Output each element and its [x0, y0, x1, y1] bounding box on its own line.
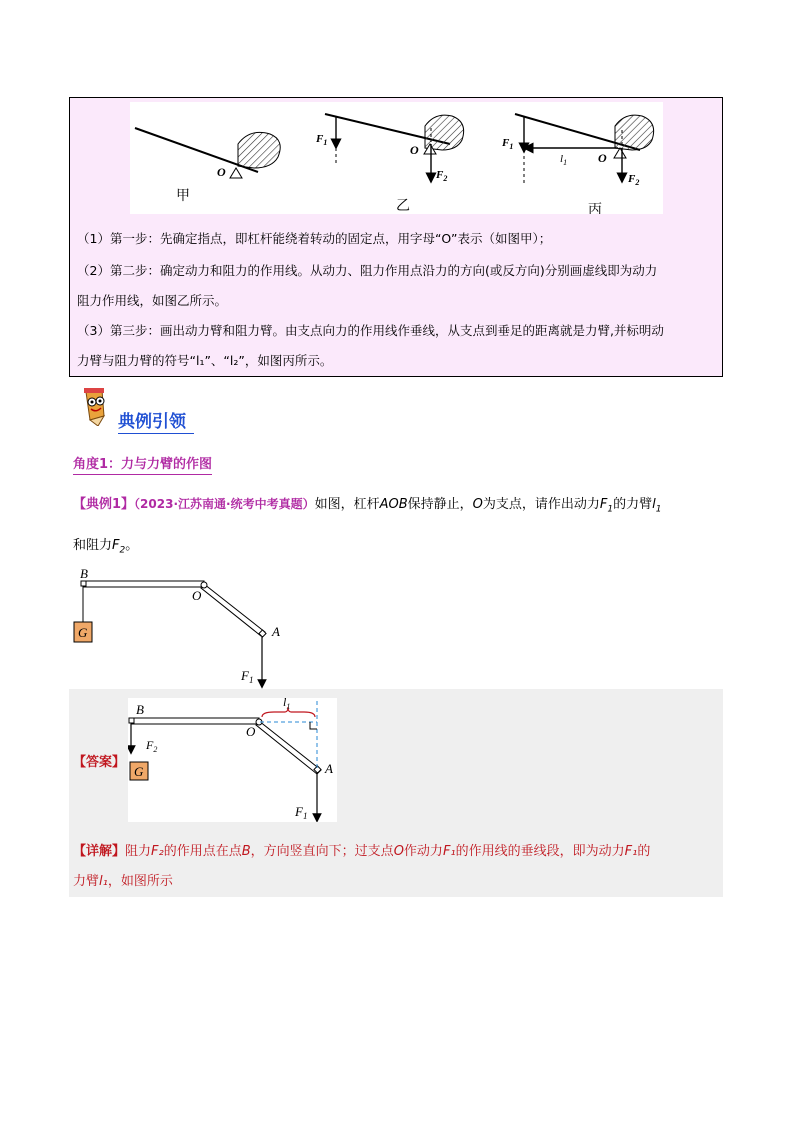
section-heading: 典例引领	[118, 411, 194, 434]
figure-b	[315, 114, 464, 214]
svg-text:l1: $l_1$	[560, 153, 568, 167]
answer-tag: 【答案】	[73, 755, 126, 770]
point-B-label: B	[80, 566, 88, 581]
svg-text:F1: $F_1$	[502, 137, 514, 151]
question-line-1: 【典例1】（2023·江苏南通·统考中考真题）如图，杠杆AOB保持静止，O为支点，请作出动力$F_1$的力臂$l_1$	[73, 497, 662, 515]
answer-lever-svg	[128, 698, 337, 822]
answer-weight-G-label: G	[134, 764, 144, 779]
answer-point-O-label: O	[246, 724, 256, 739]
svg-text:F2: $F_2$	[628, 173, 640, 187]
answer-point-A-label: A	[325, 761, 333, 776]
step-2-text-a: （2）第二步：确定动力和阻力的作用线。从动力、阻力作用点沿力的方向(或反方向)分别画虚线即为动力	[77, 263, 658, 278]
point-A-label: A	[272, 624, 280, 639]
question-line-2: 和阻力$F_2$。	[73, 538, 139, 556]
fig-b-label: 乙	[396, 199, 410, 214]
detail-line-2: 力臂l₁，如图所示	[73, 874, 173, 889]
force-F1-label: $F_1$	[241, 668, 254, 685]
question-tag: 【典例1】	[73, 497, 135, 512]
fig-a-label: 甲	[176, 189, 190, 204]
svg-text:F1: $F_1$	[316, 133, 328, 147]
point-O-label: O	[192, 588, 202, 603]
answer-box	[69, 689, 723, 897]
answer-figure	[128, 698, 337, 822]
answer-point-B-label: B	[136, 702, 144, 717]
answer-F2-label: $F_2$	[146, 738, 158, 754]
pencil-mascot-icon	[76, 386, 112, 430]
detail-tag: 【详解】	[73, 844, 126, 859]
step-1-text: （1）第一步：先确定指点，即杠杆能绕着转动的固定点，用字母“O”表示（如图甲）；	[77, 231, 552, 246]
fig-c-O-label: O	[598, 151, 607, 165]
step-3-text-b: 力臂与阻力臂的符号“l₁”、“l₂”，如图丙所示。	[77, 353, 333, 368]
answer-l1-label: $l_1$	[283, 698, 291, 711]
answer-F1-label: $F_1$	[295, 804, 308, 821]
svg-text:F2: $F_2$	[436, 169, 448, 183]
angle-title: 角度1：力与力臂的作图	[73, 456, 212, 475]
weight-G-label: G	[78, 625, 88, 640]
fig-b-O-label: O	[410, 143, 419, 157]
figure-a	[135, 128, 280, 204]
question-source: （2023·江苏南通·统考中考真题）	[134, 497, 315, 511]
figure-c	[501, 114, 654, 214]
question-lever-svg	[70, 560, 290, 690]
lever-steps-svg	[130, 102, 663, 214]
step-3-text-a: （3）第三步：画出动力臂和阻力臂。由支点向力的作用线作垂线，从支点到垂足的距离就是力臂,并标明动	[77, 323, 664, 338]
step-2-text-b: 阻力作用线，如图乙所示。	[77, 293, 228, 308]
detail-line-1: 【详解】阻力F₂的作用点在点B，方向竖直向下；过支点O作动力F₁的作用线的垂线段，即为动力F₁的	[73, 844, 651, 859]
fig-c-label: 丙	[588, 203, 602, 214]
fig-a-O-label: O	[217, 165, 226, 179]
question-figure	[70, 560, 290, 694]
method-box	[69, 97, 723, 377]
lever-steps-figure	[130, 102, 663, 214]
